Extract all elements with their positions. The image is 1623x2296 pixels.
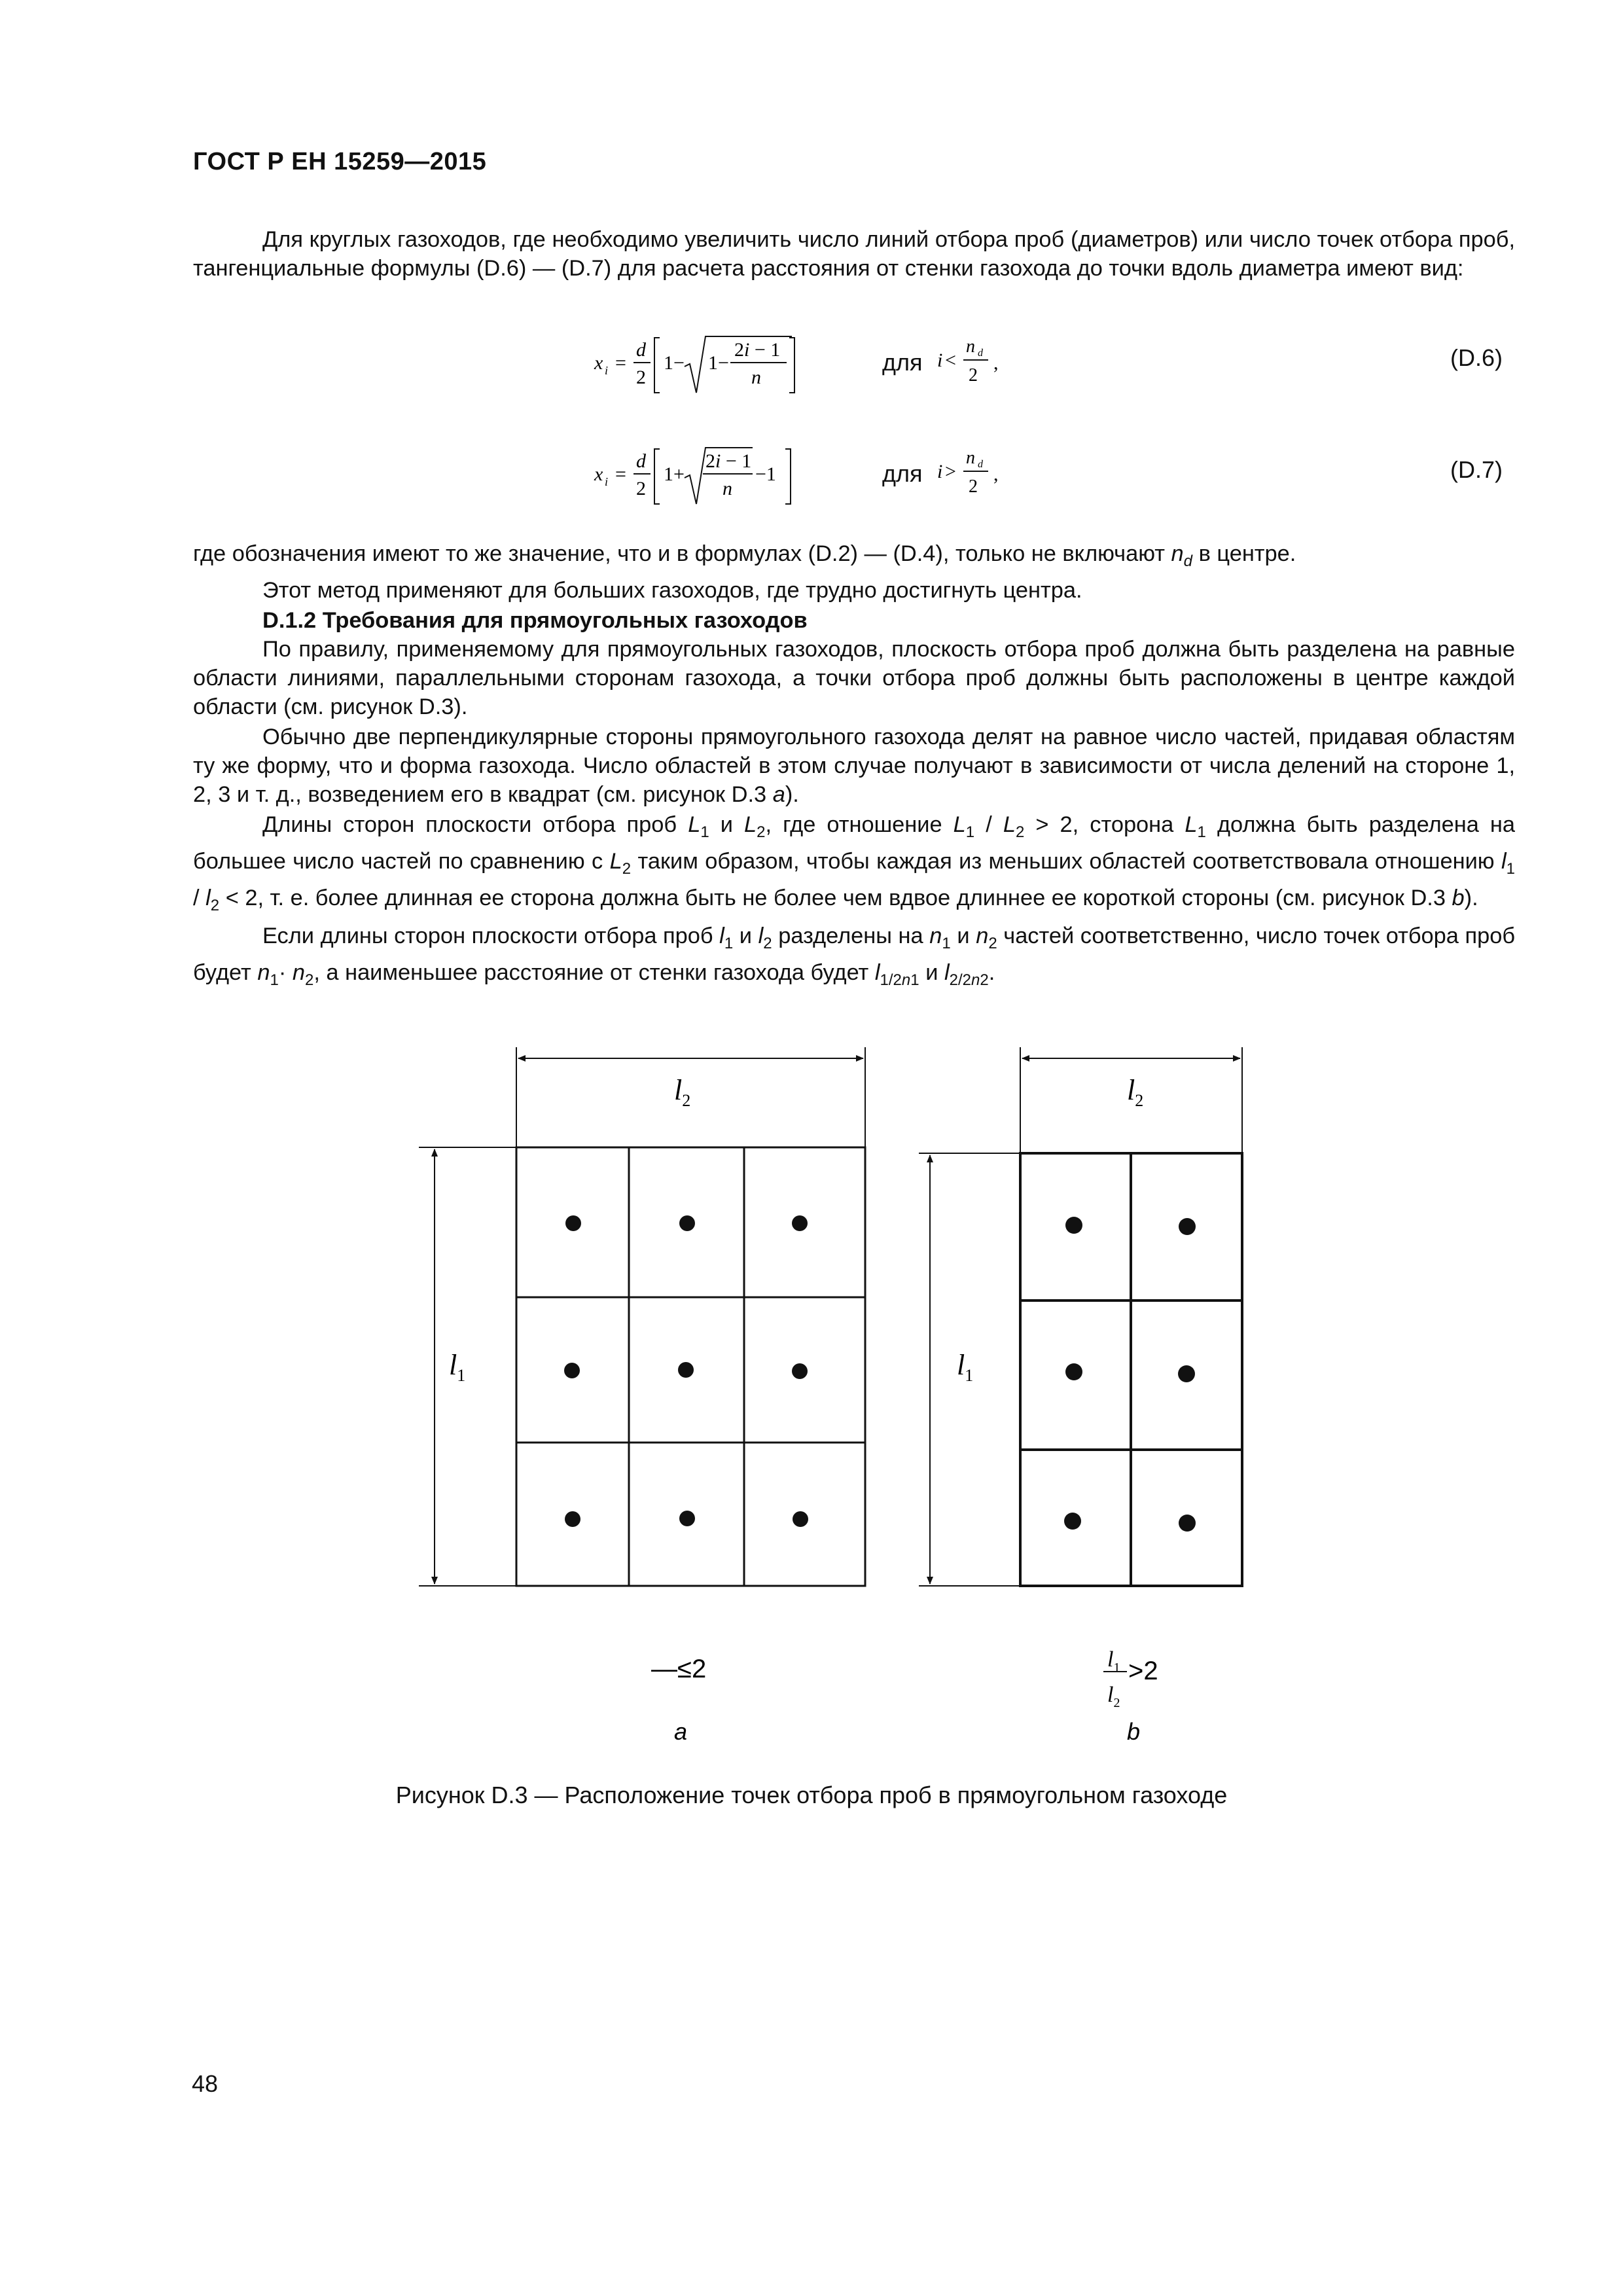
svg-text:x: x [594, 463, 603, 485]
formula-d6 [589, 327, 825, 406]
figure-b [919, 1047, 1242, 1745]
sampling-point [792, 1363, 808, 1379]
sampling-point [1064, 1513, 1081, 1530]
sampling-point [1179, 1515, 1196, 1532]
page-number: 48 [192, 2070, 219, 2097]
figure-b-grid [1020, 1153, 1242, 1586]
figure-a [419, 1047, 865, 1745]
d6-condition-word: для [882, 349, 923, 376]
svg-text:d: d [978, 348, 983, 359]
svg-text:2i − 1: 2i − 1 [705, 450, 752, 472]
figure-caption: Рисунок D.3 — Расположение точек отбора проб в прямоугольном газоходе [395, 1782, 1228, 1808]
svg-text:d: d [978, 459, 983, 470]
svg-text:n: n [966, 448, 975, 468]
d6-inner-sign: 1− [708, 352, 729, 374]
svg-text:,: , [993, 352, 999, 374]
section-paragraph-4: Если длины сторон плоскости отбора проб $l_1$ и $l_2$ разделены на $n_1$ и $n_2$ частей соответственно, число точек отбора проб будет $n_1\cdot n_2$, а наименьшее расстояние от стенки газохода будет $l_{1/2n1}$ и $l_{2/2n2}$. [193, 922, 1516, 989]
svg-text:,: , [993, 463, 999, 485]
svg-text:l2: $l_2$ [1107, 1683, 1120, 1710]
svg-text:d: d [636, 450, 646, 472]
d7-inner-sign: 1+ [664, 463, 685, 485]
svg-text:i: i [605, 475, 609, 488]
figure-a-side-label: $l_1$ [449, 1349, 466, 1385]
figure-b-side-label: $l_1$ [957, 1349, 974, 1385]
svg-text:n: n [722, 478, 732, 499]
figure-b-ratio [1103, 1647, 1158, 1710]
svg-text:2: 2 [636, 478, 646, 499]
sampling-point [678, 1362, 694, 1378]
d6-relation: < [945, 350, 956, 371]
svg-text:=: = [615, 463, 626, 485]
sampling-point [1065, 1363, 1082, 1380]
intro-text: Для круглых газоходов, где необходимо увеличить число линий отбора проб (диаметров) или число точек отбора проб, тангенциальные формулы (D.6) — (D.7) для расчета расстояния от стенки газохода до точки вдоль диаметра имеют вид: [193, 226, 1515, 281]
svg-text:i: i [937, 461, 943, 482]
d6-outer-sign: 1− [664, 352, 685, 374]
sampling-point [1179, 1218, 1196, 1235]
section-paragraph-2: Обычно две перпендикулярные стороны прямоугольного газохода делят на равное число частей, придавая областям ту же форму, что и форма газохода. Число областей в этом случае получают в зависимости от числа делений на стороне 1, 2, 3 и т. д., возведением его в квадрат (см. рисунок D.3 a). [193, 723, 1515, 808]
sampling-point [792, 1215, 808, 1231]
d6-label: (D.6) [1450, 344, 1503, 371]
svg-text:2: 2 [969, 365, 978, 386]
svg-text:2i − 1: 2i − 1 [734, 339, 781, 361]
section-paragraph-3: Длины сторон плоскости отбора проб $L_1$ и $L_2$, где отношение $L_1 / L_2 > 2$, сторона $L_1$ должна быть разделена на большее число частей по сравнению с $L_2$ таким образом, чтобы каждая из меньших областей соответствовала отношению $l_1 / l_2 < 2$, т. е. более длинная ее сторона должна быть не более чем вдвое длиннее ее короткой стороны (см. рисунок D.3 b). [193, 810, 1516, 915]
d7-relation: > [945, 461, 956, 482]
body-text [193, 539, 1515, 994]
svg-text:=: = [615, 352, 626, 374]
figure-a-points [564, 1215, 808, 1527]
d7-condition [935, 445, 1013, 504]
svg-text:x: x [594, 352, 603, 374]
figure-b-top-label: $l_2$ [1127, 1074, 1144, 1110]
figure-b-relation: >2 [1128, 1657, 1158, 1685]
figure-b-sublabel: b [1127, 1718, 1141, 1745]
svg-text:n: n [751, 367, 761, 388]
sampling-point [793, 1511, 808, 1527]
sampling-point [679, 1511, 695, 1526]
svg-text:i: i [605, 364, 609, 377]
d6-condition [935, 334, 1013, 393]
svg-text:n: n [966, 336, 975, 357]
svg-text:2: 2 [969, 476, 978, 497]
svg-text:i: i [937, 350, 943, 371]
intro-paragraph [193, 224, 1515, 283]
svg-text:l1: $l_1$ [1107, 1647, 1120, 1675]
figure-a-sublabel: a [674, 1718, 688, 1745]
sampling-point [679, 1215, 695, 1231]
method-note: Этот метод применяют для больших газоходов, где трудно достигнуть центра. [262, 577, 1082, 603]
section-heading: D.1.2 Требования для прямоугольных газоходов [262, 606, 808, 633]
figure-a-relation: —≤2 [651, 1655, 707, 1683]
where-note: где обозначения имеют то же значение, что и в формулах (D.2) — (D.4), только не включают $n_d$ в центре. [193, 540, 1296, 570]
svg-text:2: 2 [636, 367, 646, 388]
sampling-point [565, 1215, 581, 1231]
d7-condition-word: для [882, 460, 923, 487]
svg-text:d: d [636, 339, 646, 361]
d7-outer-sign: −1 [755, 463, 776, 485]
section-paragraph-1: По правилу, применяемому для прямоугольных газоходов, плоскость отбора проб должна быть разделена на равные области линиями, параллельными сторонам газохода, а точки отбора проб должны быть расположены в центре каждой области (см. рисунок D.3). [193, 635, 1515, 720]
sampling-point [565, 1511, 580, 1527]
sampling-point [1065, 1217, 1082, 1234]
document-header: ГОСТ Р ЕН 15259—2015 [193, 148, 487, 175]
sampling-point [1178, 1365, 1195, 1382]
d7-label: (D.7) [1450, 456, 1503, 483]
figure-d3 [0, 1021, 1623, 1767]
figure-a-top-label: $l_2$ [674, 1074, 691, 1110]
sampling-point [564, 1363, 580, 1378]
formula-d7 [589, 439, 825, 517]
